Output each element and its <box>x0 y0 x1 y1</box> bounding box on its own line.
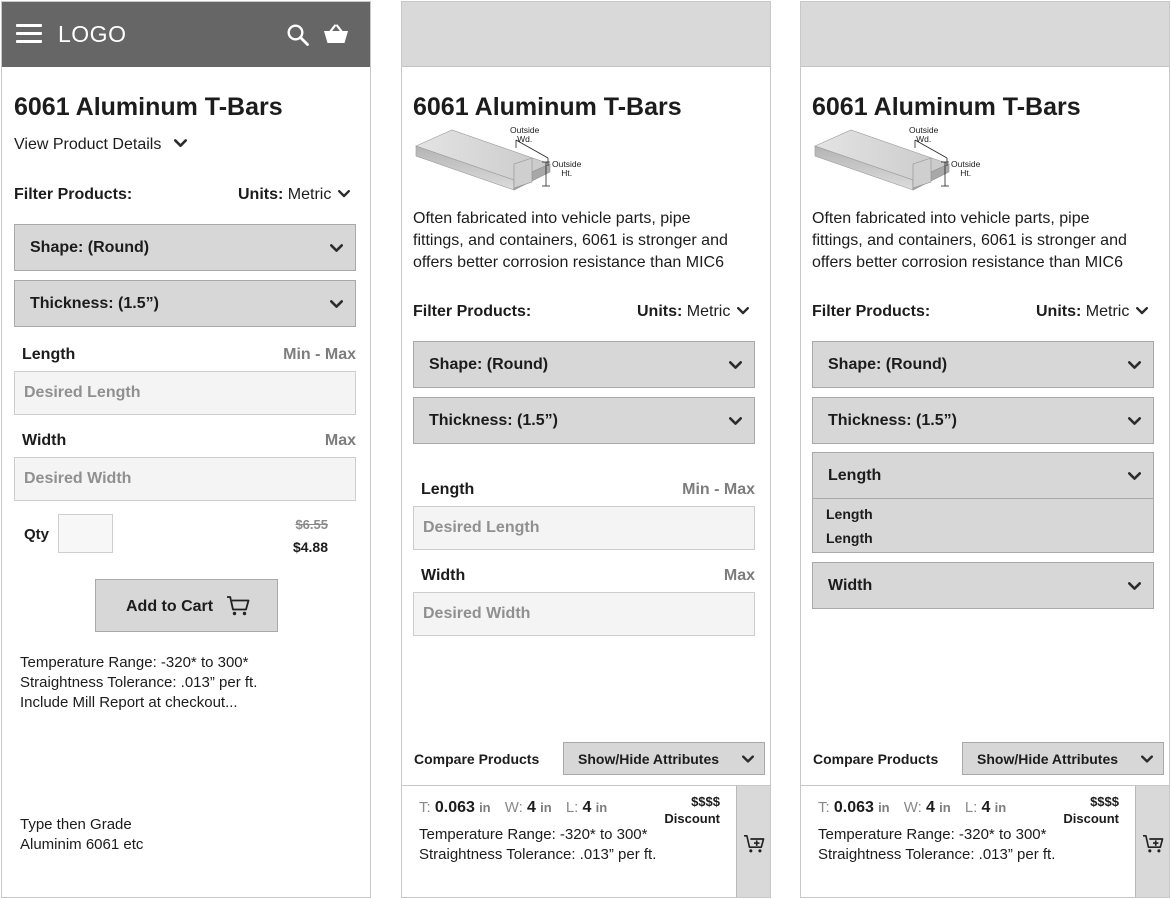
units-value: Metric <box>1085 303 1130 320</box>
length-option[interactable]: Length <box>826 506 873 522</box>
shape-dropdown[interactable] <box>812 341 1154 388</box>
chevron-down-icon <box>174 139 187 148</box>
length-dropdown-label: Length <box>828 466 882 484</box>
temperature-range: Temperature Range: -320* to 300* <box>419 826 648 843</box>
site-logo[interactable]: LOGO <box>58 21 127 47</box>
cart-icon <box>226 595 250 617</box>
chevron-down-icon <box>737 307 749 315</box>
width-hint: Max <box>324 432 356 449</box>
site-header-placeholder <box>801 2 1169 67</box>
length-hint: Min - Max <box>682 481 755 498</box>
original-price: $6.55 <box>295 517 328 532</box>
thickness-dropdown-label: Thickness: (1.5”) <box>30 294 159 312</box>
discount-label: Discount <box>1063 811 1119 826</box>
length-key: L: <box>964 799 978 816</box>
width-key: W: <box>504 799 523 816</box>
length-label: Length <box>421 481 475 498</box>
site-header-placeholder <box>402 2 770 67</box>
show-hide-attributes-dropdown[interactable] <box>962 742 1164 775</box>
add-to-cart-strip[interactable] <box>736 786 770 898</box>
length-unit: in <box>994 800 1007 815</box>
filter-products-label: Filter Products: <box>413 303 532 320</box>
thickness-dropdown[interactable] <box>413 397 755 444</box>
units-selector[interactable] <box>1036 303 1148 321</box>
length-value: 4 <box>582 799 592 816</box>
units-selector[interactable] <box>637 303 749 321</box>
basket-icon[interactable] <box>323 23 349 45</box>
units-value: Metric <box>287 186 332 203</box>
site-header <box>2 2 370 67</box>
temperature-range: Temperature Range: -320* to 300* <box>818 826 1047 843</box>
shape-dropdown-label: Shape: (Round) <box>30 238 150 256</box>
type-grade-note: Type then Grade <box>20 816 132 833</box>
chevron-down-icon <box>1128 360 1141 369</box>
thickness-dropdown-label: Thickness: (1.5”) <box>429 411 558 429</box>
units-label: Units: <box>1036 303 1082 320</box>
t-bar-diagram <box>414 124 604 196</box>
chevron-down-icon <box>330 243 343 252</box>
chevron-down-icon <box>1128 581 1141 590</box>
width-dropdown[interactable] <box>812 562 1154 609</box>
width-key: W: <box>903 799 922 816</box>
qty-label: Qty <box>24 526 50 543</box>
cart-plus-icon <box>1142 834 1164 854</box>
mobile-screen-filters-expanded <box>800 1 1170 898</box>
compare-products-label: Compare Products <box>813 751 939 767</box>
chevron-down-icon <box>729 416 742 425</box>
width-hint: Max <box>723 567 755 584</box>
filter-products-label: Filter Products: <box>14 186 133 203</box>
shape-dropdown-label: Shape: (Round) <box>828 355 948 373</box>
chevron-down-icon <box>330 299 343 308</box>
divider <box>402 785 770 786</box>
units-value: Metric <box>686 303 731 320</box>
product-title: 6061 Aluminum T-Bars <box>812 93 1081 121</box>
chevron-down-icon <box>1141 755 1153 763</box>
outside-width-label: Outside Wd. <box>909 125 939 144</box>
chevron-down-icon <box>729 360 742 369</box>
units-label: Units: <box>637 303 683 320</box>
length-label: Length <box>22 346 76 363</box>
description-line-1: Often fabricated into vehicle parts, pipe <box>413 210 691 227</box>
thickness-key: T: <box>419 799 431 816</box>
width-input[interactable] <box>413 592 755 636</box>
length-unit: in <box>595 800 608 815</box>
width-dropdown-label: Width <box>828 576 873 594</box>
length-input[interactable] <box>14 371 356 415</box>
chevron-down-icon <box>1128 416 1141 425</box>
width-label: Width <box>22 432 67 449</box>
add-to-cart-strip[interactable] <box>1135 786 1169 898</box>
show-hide-attributes-label: Show/Hide Attributes <box>977 750 1119 767</box>
length-key: L: <box>565 799 579 816</box>
width-value: 4 <box>926 799 935 816</box>
filter-products-label: Filter Products: <box>812 303 931 320</box>
menu-icon[interactable] <box>16 24 42 44</box>
shape-dropdown[interactable] <box>413 341 755 388</box>
description-line-2: fittings, and containers, 6061 is stronger and <box>413 232 728 249</box>
show-hide-attributes-label: Show/Hide Attributes <box>578 750 720 767</box>
add-to-cart-label: Add to Cart <box>126 598 214 615</box>
view-product-details-label: View Product Details <box>14 136 162 153</box>
straightness-tolerance: Straightness Tolerance: .013” per ft. <box>818 846 1056 863</box>
width-unit: in <box>540 800 552 815</box>
length-dropdown[interactable] <box>812 452 1154 499</box>
description-line-1: Often fabricated into vehicle parts, pipe <box>812 210 1090 227</box>
chevron-down-icon <box>742 755 754 763</box>
shape-dropdown-label: Shape: (Round) <box>429 355 549 373</box>
thickness-unit: in <box>878 800 890 815</box>
thickness-unit: in <box>479 800 491 815</box>
chevron-down-icon <box>338 190 350 198</box>
length-hint: Min - Max <box>283 346 356 363</box>
width-unit: in <box>939 800 951 815</box>
mill-report-note: Include Mill Report at checkout... <box>20 694 238 711</box>
show-hide-attributes-dropdown[interactable] <box>563 742 765 775</box>
thickness-value: 0.063 <box>833 799 874 816</box>
sale-price: $4.88 <box>292 539 328 555</box>
thickness-dropdown[interactable] <box>812 397 1154 444</box>
thickness-key: T: <box>818 799 830 816</box>
straightness-tolerance: Straightness Tolerance: .013” per ft. <box>419 846 657 863</box>
thickness-value: 0.063 <box>434 799 475 816</box>
compare-products-label: Compare Products <box>414 751 540 767</box>
outside-width-label: Outside Wd. <box>510 125 540 144</box>
thickness-dropdown[interactable] <box>14 280 356 327</box>
outside-height-label: Outside Ht. <box>951 159 981 178</box>
description-line-3: offers better corrosion resistance than MIC6 <box>413 254 724 271</box>
outside-height-label: Outside Ht. <box>552 159 582 178</box>
divider <box>801 785 1169 786</box>
search-icon[interactable] <box>286 23 310 47</box>
straightness-tolerance: Straightness Tolerance: .013” per ft. <box>20 674 258 691</box>
add-to-cart-button[interactable] <box>95 579 278 632</box>
width-label: Width <box>421 567 466 584</box>
length-option[interactable]: Length <box>826 530 873 546</box>
product-dimensions <box>818 799 1006 817</box>
width-input[interactable] <box>14 457 356 501</box>
product-title: 6061 Aluminum T-Bars <box>413 93 682 121</box>
temperature-range: Temperature Range: -320* to 300* <box>20 654 249 671</box>
length-input[interactable] <box>413 506 755 550</box>
chevron-down-icon <box>1128 471 1141 480</box>
description-line-2: fittings, and containers, 6061 is stronger and <box>812 232 1127 249</box>
mobile-screen-filters-inputs <box>401 1 771 898</box>
discount-label: Discount <box>664 811 720 826</box>
product-title: 6061 Aluminum T-Bars <box>14 93 283 121</box>
shape-dropdown[interactable] <box>14 224 356 271</box>
product-price: $$$$ <box>1090 794 1119 809</box>
units-selector[interactable] <box>238 186 350 204</box>
product-dimensions <box>419 799 607 817</box>
view-product-details-toggle[interactable] <box>14 136 187 154</box>
length-options-list <box>812 499 1154 553</box>
qty-input[interactable] <box>58 514 113 553</box>
cart-plus-icon <box>743 834 765 854</box>
description-line-3: offers better corrosion resistance than MIC6 <box>812 254 1123 271</box>
length-value: 4 <box>981 799 991 816</box>
chevron-down-icon <box>1136 307 1148 315</box>
t-bar-diagram <box>813 124 1003 196</box>
width-value: 4 <box>527 799 536 816</box>
aluminum-grade-note: Aluminim 6061 etc <box>20 836 144 853</box>
mobile-screen-product-page <box>1 1 371 898</box>
units-label: Units: <box>238 186 284 203</box>
thickness-dropdown-label: Thickness: (1.5”) <box>828 411 957 429</box>
product-price: $$$$ <box>691 794 720 809</box>
